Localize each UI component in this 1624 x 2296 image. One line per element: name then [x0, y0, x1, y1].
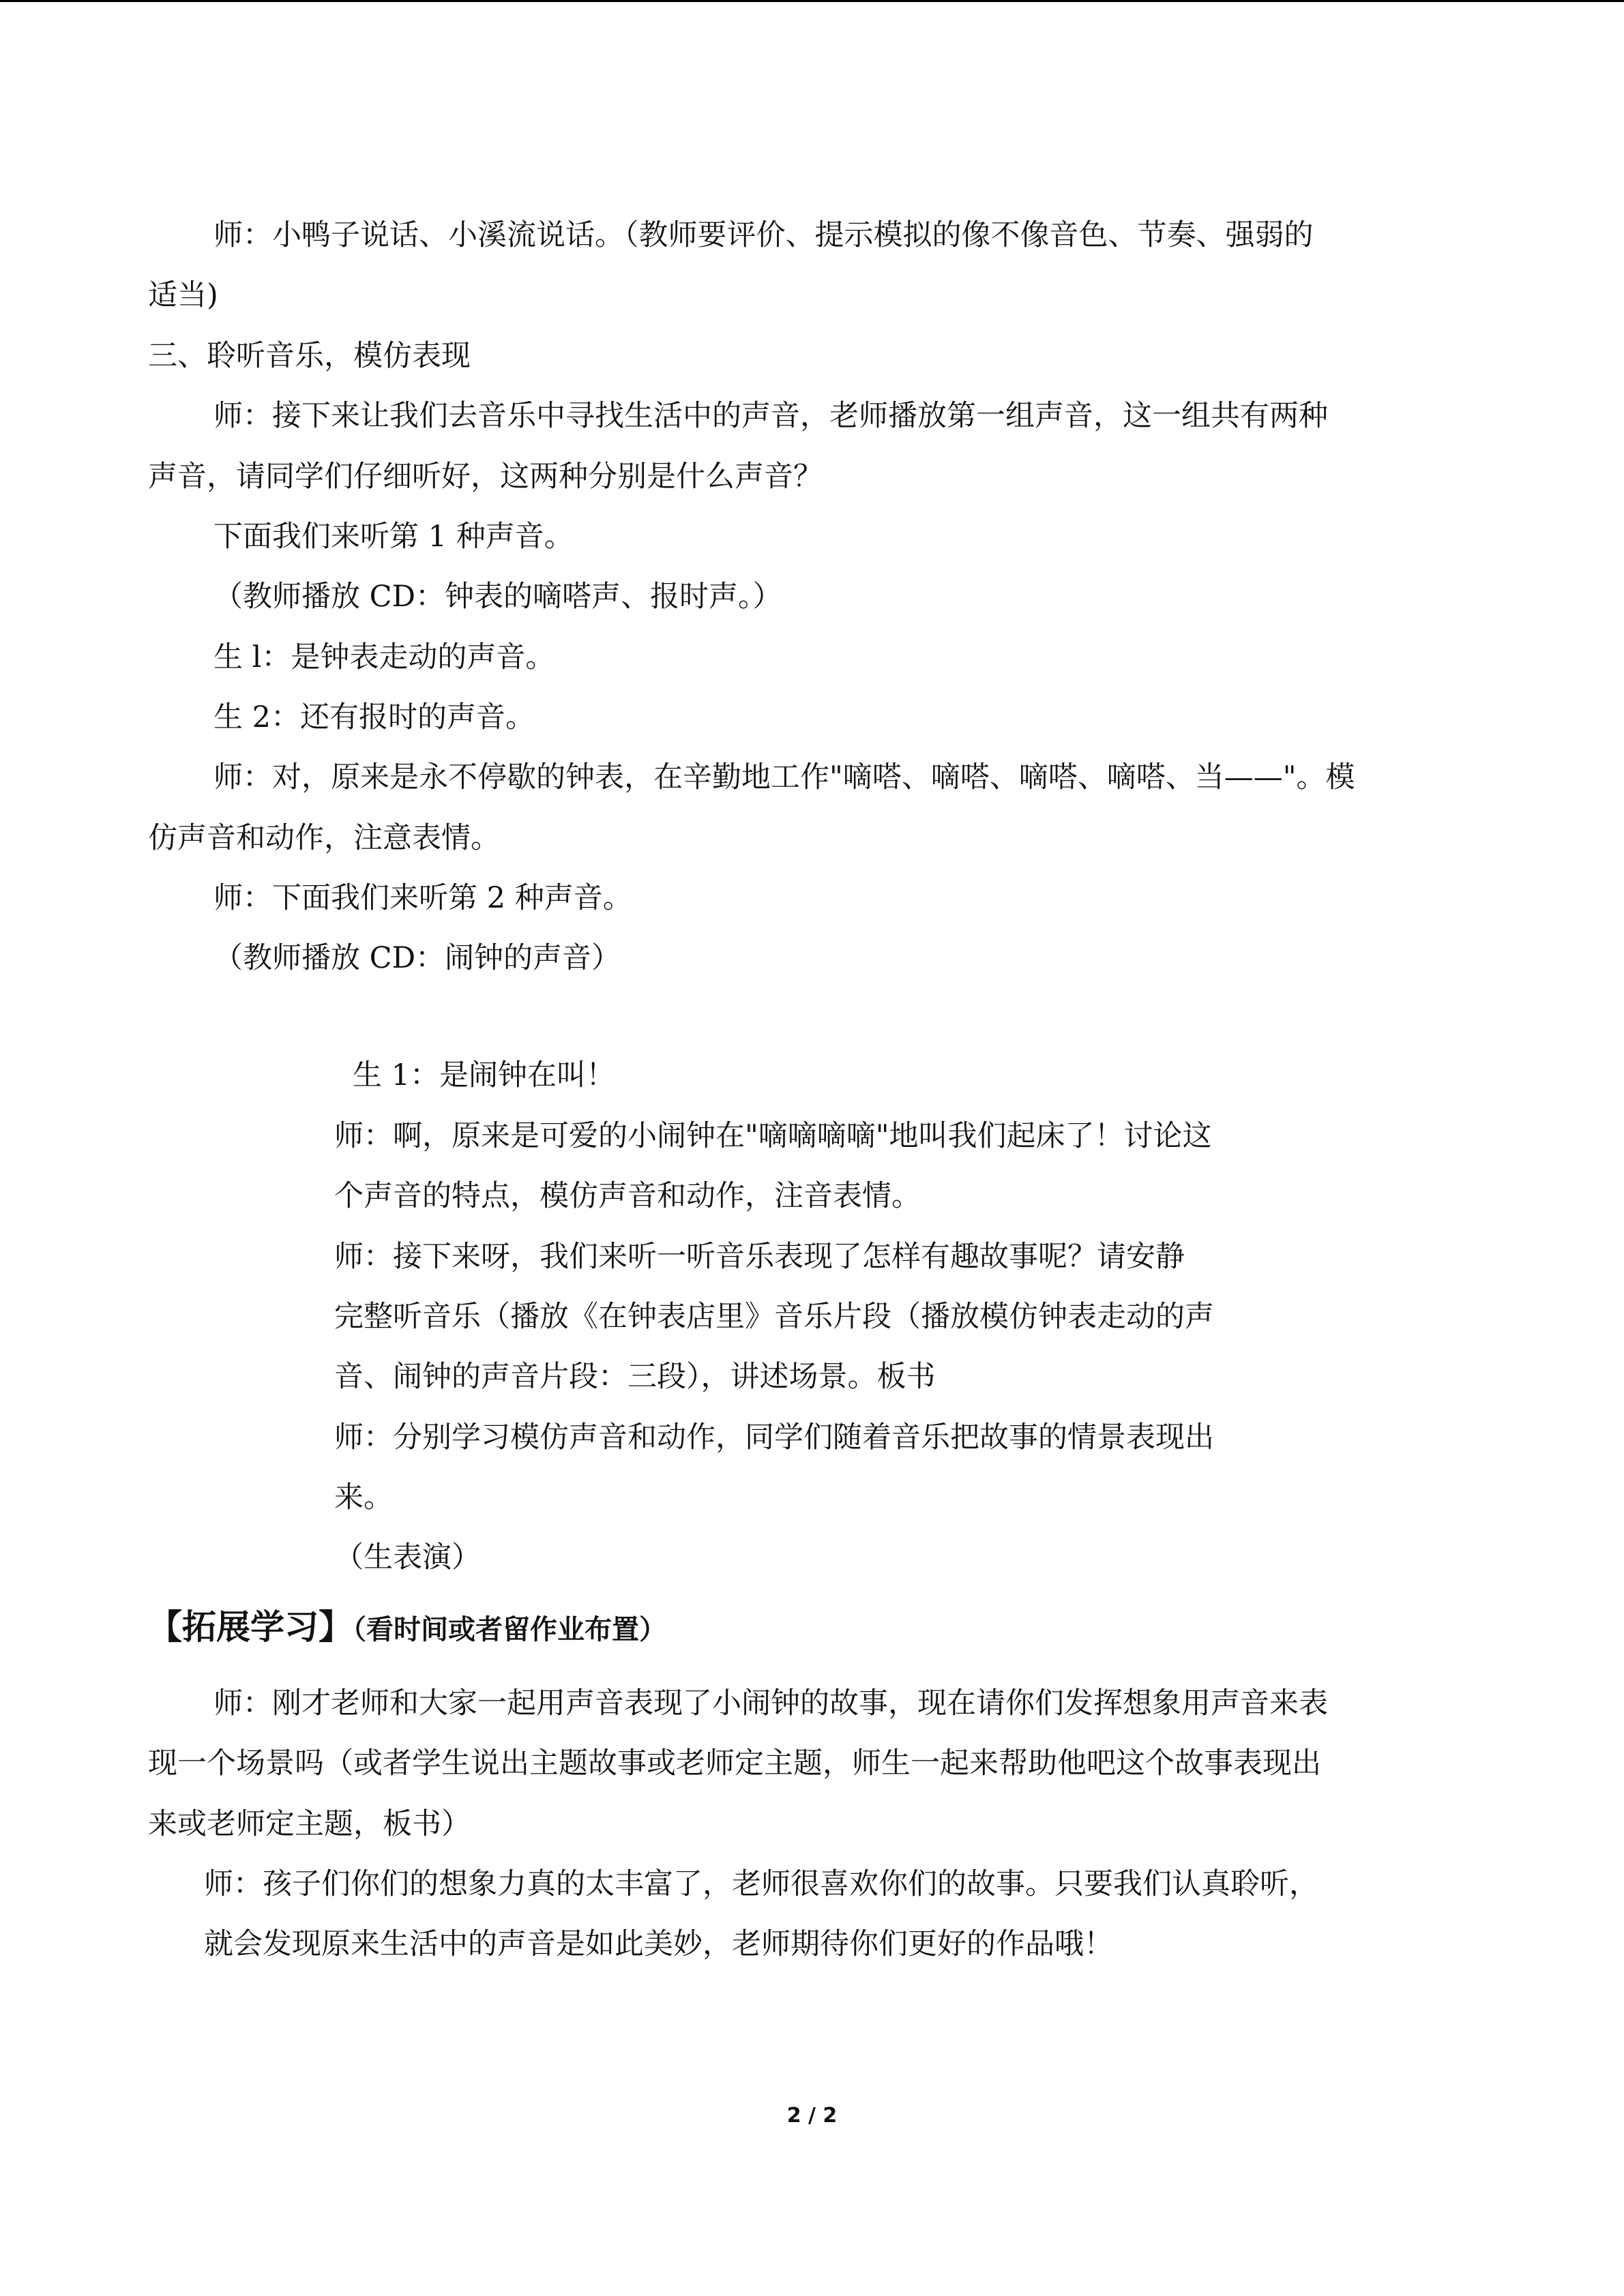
body-line: 师：对，原来是永不停歇的钟表，在辛勤地工作"嘀嗒、嘀嗒、嘀嗒、嘀嗒、当——"。模 [213, 760, 1355, 794]
body-line: 声音，请同学们仔细听好，这两种分别是什么声音？ [148, 460, 823, 494]
section-heading: 三、聆听音乐，模仿表现 [148, 339, 471, 373]
body-line: 师：孩子们你们的想象力真的太丰富了，老师很喜欢你们的故事。只要我们认真聆听， [204, 1867, 1318, 1901]
body-line: 生 l：是钟表走动的声音。 [213, 640, 555, 674]
body-line: 仿声音和动作，注意表情。 [148, 821, 500, 855]
body-line: 生 1：是闹钟在叫！ [353, 1058, 616, 1092]
extension-heading-note: （看时间或者留作业布置） [353, 1614, 666, 1645]
body-line: 来或老师定主题，板书） [148, 1807, 471, 1841]
body-line: 下面我们来听第 1 种声音。 [213, 520, 574, 554]
body-line: 师：小鸭子说话、小溪流说话。（教师要评价、提示模拟的像不像音色、节奏、强弱的 [213, 218, 1314, 252]
extension-heading [148, 1600, 666, 1649]
body-line: 现一个场景吗（或者学生说出主题故事或老师定主题，师生一起来帮助他吧这个故事表现出 [148, 1746, 1321, 1780]
body-line: 就会发现原来生活中的声音是如此美妙，老师期待你们更好的作品哦！ [204, 1927, 1113, 1961]
body-line: （教师播放 CD：闹钟的声音） [213, 941, 621, 975]
body-line: 个声音的特点，模仿声音和动作，注音表情。 [334, 1179, 921, 1213]
body-line: （生表演） [334, 1540, 481, 1575]
page-top-border [0, 0, 1624, 2]
body-line: （教师播放 CD：钟表的嘀嗒声、报时声。） [213, 580, 782, 614]
body-line: 师：接下来呀，我们来听一听音乐表现了怎样有趣故事呢？请安静 [334, 1240, 1185, 1274]
body-line: 完整听音乐（播放《在钟表店里》音乐片段（播放模仿钟表走动的声 [334, 1300, 1214, 1334]
body-line: 师：接下来让我们去音乐中寻找生活中的声音，老师播放第一组声音，这一组共有两种 [213, 399, 1328, 433]
body-line: 音、闹钟的声音片段：三段），讲述场景。板书 [334, 1360, 936, 1394]
body-line: 来。 [334, 1480, 393, 1515]
body-line: 师：刚才老师和大家一起用声音表现了小闹钟的故事，现在请你们发挥想象用声音来表 [213, 1686, 1328, 1720]
page-number: 2 / 2 [786, 2104, 838, 2128]
body-line: 师：啊，原来是可爱的小闹钟在"嘀嘀嘀嘀"地叫我们起床了！讨论这 [334, 1119, 1212, 1153]
body-line: 适当) [148, 278, 218, 312]
body-line: 生 2：还有报时的声音。 [213, 700, 535, 734]
body-line: 师：分别学习模仿声音和动作，同学们随着音乐把故事的情景表现出 [334, 1420, 1214, 1455]
extension-heading-title: 【拓展学习】 [148, 1607, 353, 1647]
body-line: 师：下面我们来听第 2 种声音。 [213, 881, 632, 915]
